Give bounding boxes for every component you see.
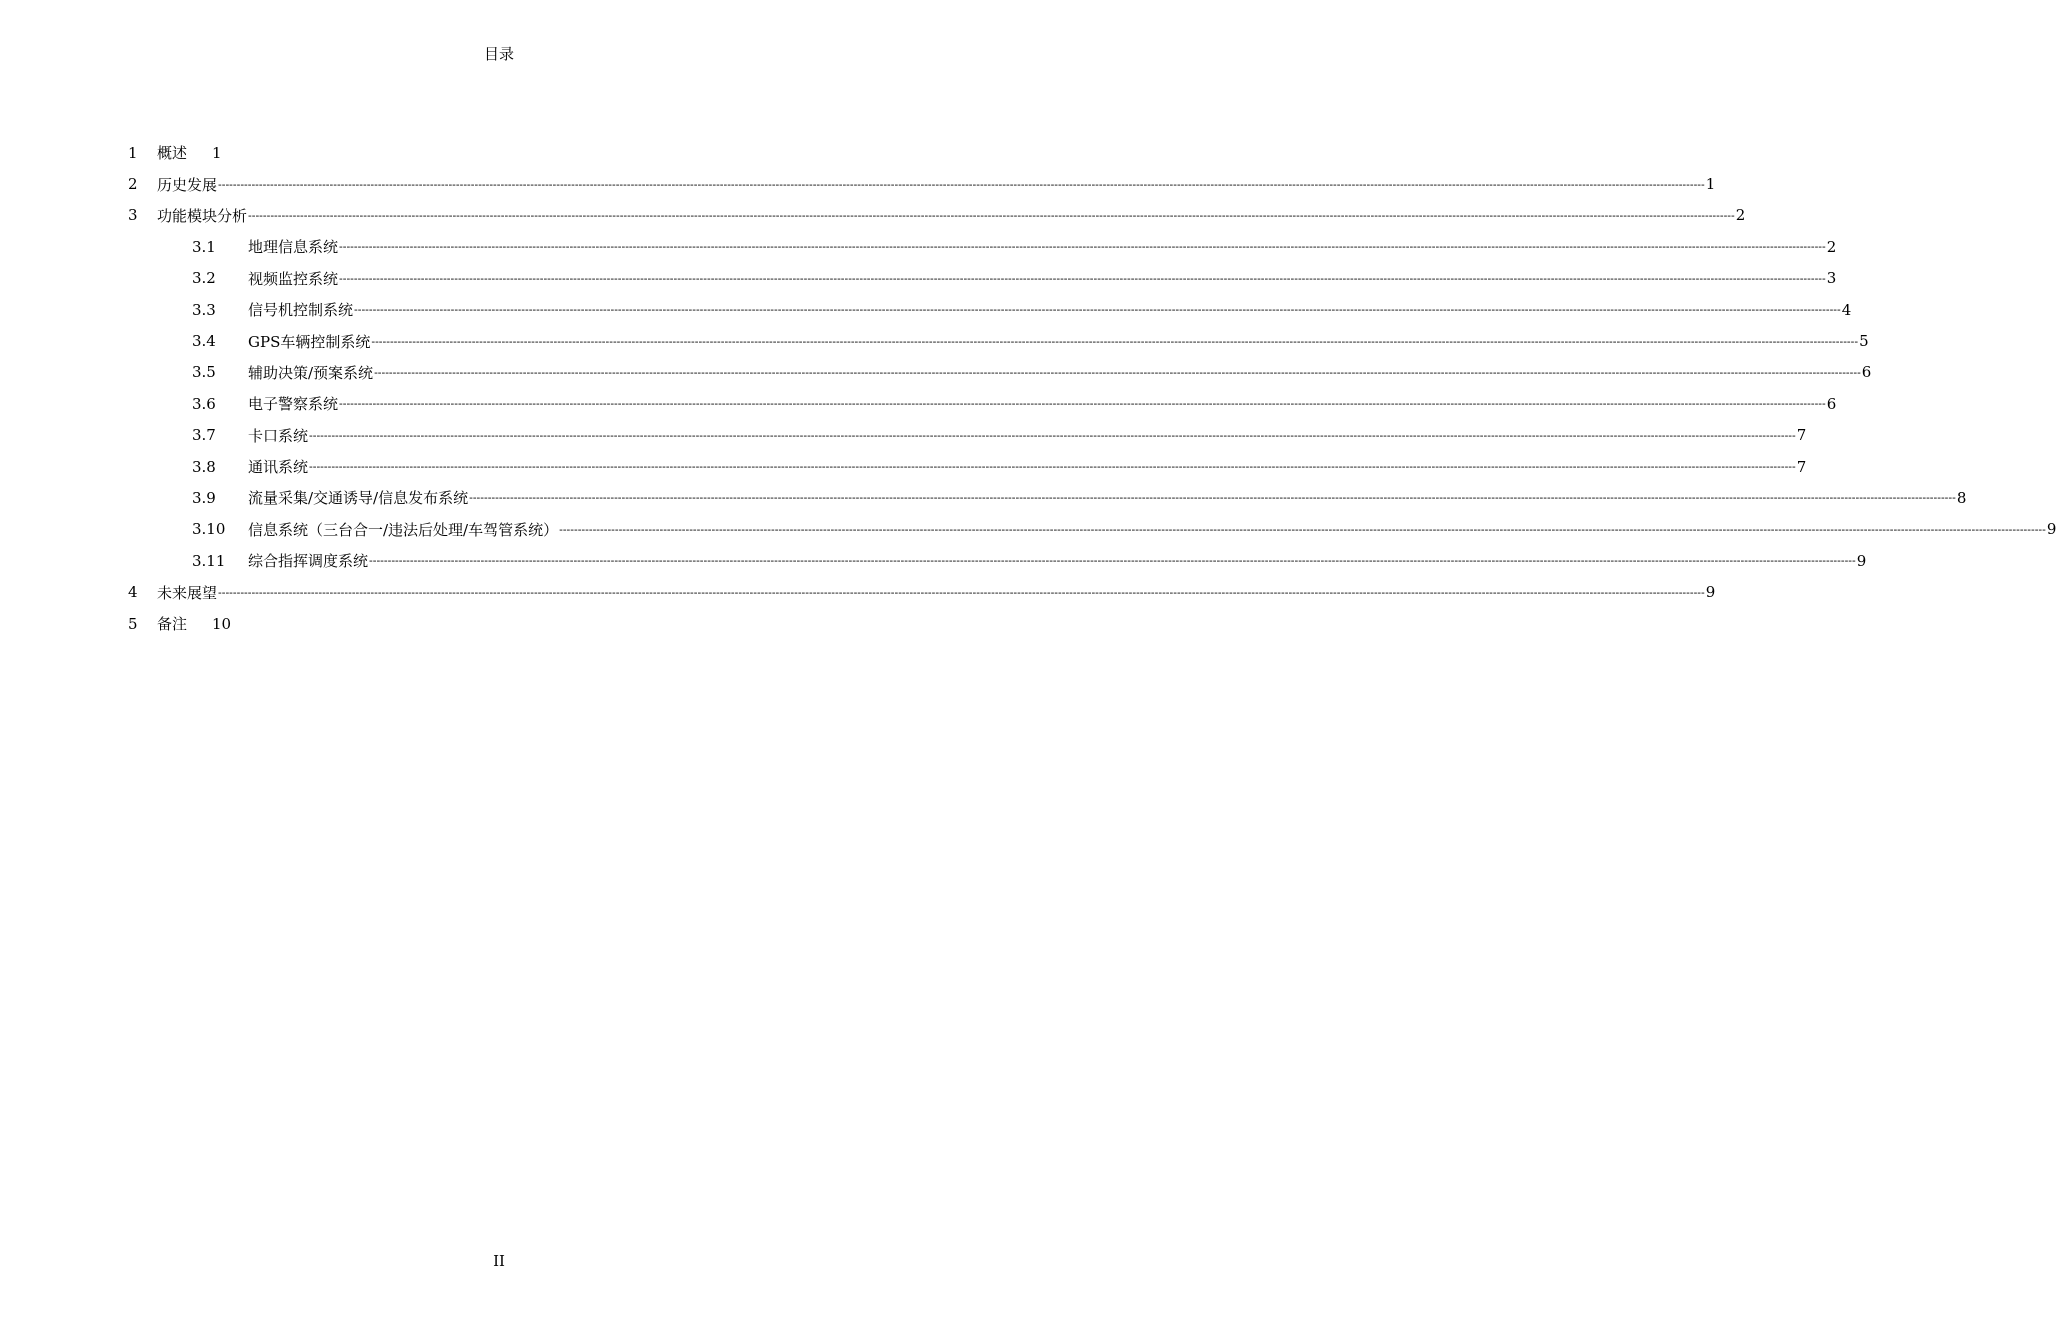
toc-entry-page: 2	[1826, 237, 1837, 256]
toc-dot-leader: ----------------------------------------------------------------------------------------------------------------------------------------------------------------------------------------------------------------------------------------------------------------------------------------------------------------------------------------------------------------------------------------------------------------	[374, 365, 1861, 379]
toc-entry-page: 7	[1796, 426, 1807, 445]
toc-entry-number: 3.5	[192, 363, 216, 382]
toc-entry-page: 1	[1705, 175, 1716, 194]
toc-entry-title: 综合指挥调度系统	[248, 552, 369, 571]
toc-entry-number: 3.11	[192, 551, 226, 570]
toc-entry[interactable]	[128, 357, 1872, 388]
toc-entry-title: 备注	[157, 615, 188, 634]
toc-entry[interactable]	[128, 576, 1716, 607]
toc-entry-number: 3	[128, 206, 138, 225]
toc-entry-page: 3	[1826, 269, 1837, 288]
toc-entry-page: 7	[1796, 457, 1807, 476]
toc-entry[interactable]	[128, 451, 1807, 482]
toc-entry[interactable]	[128, 482, 1967, 513]
toc-dot-leader: ----------------------------------------------------------------------------------------------------------------------------------------------------------------------------------------------------------------------------------------------------------------------------------------------------------------------------------------------------------------------------------------------------------------	[309, 460, 1796, 474]
toc-entry-page: 6	[1826, 394, 1837, 413]
toc-entry-page: 1	[212, 143, 222, 162]
toc-entry-title: 电子警察系统	[248, 395, 339, 414]
toc-entry-number: 3.3	[192, 300, 216, 319]
toc-entry-title: 信息系统（三台合一/违法后处理/车驾管系统）	[248, 520, 559, 539]
toc-entry-title: GPS车辆控制系统	[248, 332, 371, 351]
table-of-contents	[128, 137, 2056, 639]
toc-dot-leader: ----------------------------------------------------------------------------------------------------------------------------------------------------------------------------------------------------------------------------------------------------------------------------------------------------------------------------------------------------------------------------------------------------------------	[218, 177, 1705, 191]
toc-dot-leader: ----------------------------------------------------------------------------------------------------------------------------------------------------------------------------------------------------------------------------------------------------------------------------------------------------------------------------------------------------------------------------------------------------------------	[469, 491, 1956, 505]
toc-dot-leader: ----------------------------------------------------------------------------------------------------------------------------------------------------------------------------------------------------------------------------------------------------------------------------------------------------------------------------------------------------------------------------------------------------------------	[248, 208, 1735, 222]
toc-entry-page: 5	[1859, 332, 1869, 351]
toc-entry-title: 视频监控系统	[248, 269, 339, 288]
toc-entry[interactable]	[128, 168, 1716, 199]
toc-entry-title: 流量采集/交通诱导/信息发布系统	[248, 489, 469, 508]
toc-dot-leader: ----------------------------------------------------------------------------------------------------------------------------------------------------------------------------------------------------------------------------------------------------------------------------------------------------------------------------------------------------------------------------------------------------------------	[559, 522, 2046, 536]
toc-entry-number: 5	[128, 614, 138, 633]
page-number: II	[493, 1252, 505, 1270]
toc-entry-title: 功能模块分析	[157, 206, 248, 225]
toc-entry-page: 9	[2046, 520, 2056, 539]
toc-entry-title: 通讯系统	[248, 458, 309, 477]
toc-entry-title: 辅助决策/预案系统	[248, 363, 374, 382]
toc-dot-leader: ----------------------------------------------------------------------------------------------------------------------------------------------------------------------------------------------------------------------------------------------------------------------------------------------------------------------------------------------------------------------------------------------------------------	[309, 428, 1796, 442]
toc-entry[interactable]	[128, 420, 1807, 451]
toc-entry-number: 3.9	[192, 488, 216, 507]
toc-entry[interactable]	[128, 294, 1852, 325]
toc-entry[interactable]	[128, 325, 1869, 356]
toc-entry-title: 未来展望	[157, 583, 218, 602]
toc-entry[interactable]	[128, 231, 1837, 262]
toc-dot-leader: ----------------------------------------------------------------------------------------------------------------------------------------------------------------------------------------------------------------------------------------------------------------------------------------------------------------------------------------------------------------------------------------------------------------	[339, 240, 1826, 254]
toc-entry-title: 地理信息系统	[248, 238, 339, 257]
toc-dot-leader: ----------------------------------------------------------------------------------------------------------------------------------------------------------------------------------------------------------------------------------------------------------------------------------------------------------------------------------------------------------------------------------------------------------------	[369, 554, 1856, 568]
toc-dot-leader: ----------------------------------------------------------------------------------------------------------------------------------------------------------------------------------------------------------------------------------------------------------------------------------------------------------------------------------------------------------------------------------------------------------------	[339, 271, 1826, 285]
toc-entry-number: 3.2	[192, 269, 216, 288]
toc-entry-number: 3.10	[192, 520, 226, 539]
toc-entry-page: 6	[1861, 363, 1872, 382]
toc-entry-page: 9	[1856, 551, 1867, 570]
toc-entry-number: 3.8	[192, 457, 216, 476]
toc-dot-leader: ----------------------------------------------------------------------------------------------------------------------------------------------------------------------------------------------------------------------------------------------------------------------------------------------------------------------------------------------------------------------------------------------------------------	[339, 397, 1826, 411]
toc-entry-title: 概述	[157, 144, 188, 163]
toc-entry-page: 2	[1735, 206, 1746, 225]
toc-entry-page: 9	[1705, 583, 1716, 602]
toc-entry[interactable]	[128, 137, 836, 168]
toc-entry-number: 2	[128, 175, 138, 194]
toc-entry[interactable]	[128, 608, 836, 639]
toc-dot-leader: ----------------------------------------------------------------------------------------------------------------------------------------------------------------------------------------------------------------------------------------------------------------------------------------------------------------------------------------------------------------------------------------------------------------	[371, 334, 1859, 348]
toc-entry-title: 卡口系统	[248, 426, 309, 445]
toc-entry-number: 4	[128, 583, 138, 602]
toc-entry[interactable]	[128, 514, 2056, 545]
toc-entry[interactable]	[128, 200, 1746, 231]
toc-entry-title: 信号机控制系统	[248, 301, 354, 320]
toc-entry-number: 1	[128, 143, 138, 162]
toc-dot-leader: ----------------------------------------------------------------------------------------------------------------------------------------------------------------------------------------------------------------------------------------------------------------------------------------------------------------------------------------------------------------------------------------------------------------	[354, 303, 1841, 317]
toc-entry[interactable]	[128, 388, 1837, 419]
toc-entry-page: 8	[1956, 488, 1967, 507]
toc-entry-page: 4	[1841, 300, 1852, 319]
toc-entry-title: 历史发展	[157, 175, 218, 194]
toc-dot-leader: ----------------------------------------------------------------------------------------------------------------------------------------------------------------------------------------------------------------------------------------------------------------------------------------------------------------------------------------------------------------------------------------------------------------	[218, 585, 1705, 599]
page-title: 目录	[483, 45, 514, 63]
toc-entry-number: 3.4	[192, 332, 216, 351]
toc-entry-number: 3.7	[192, 426, 216, 445]
toc-entry-number: 3.6	[192, 394, 216, 413]
toc-entry-page: 10	[212, 614, 232, 633]
toc-entry[interactable]	[128, 545, 1867, 576]
toc-entry-number: 3.1	[192, 237, 216, 256]
toc-entry[interactable]	[128, 263, 1837, 294]
